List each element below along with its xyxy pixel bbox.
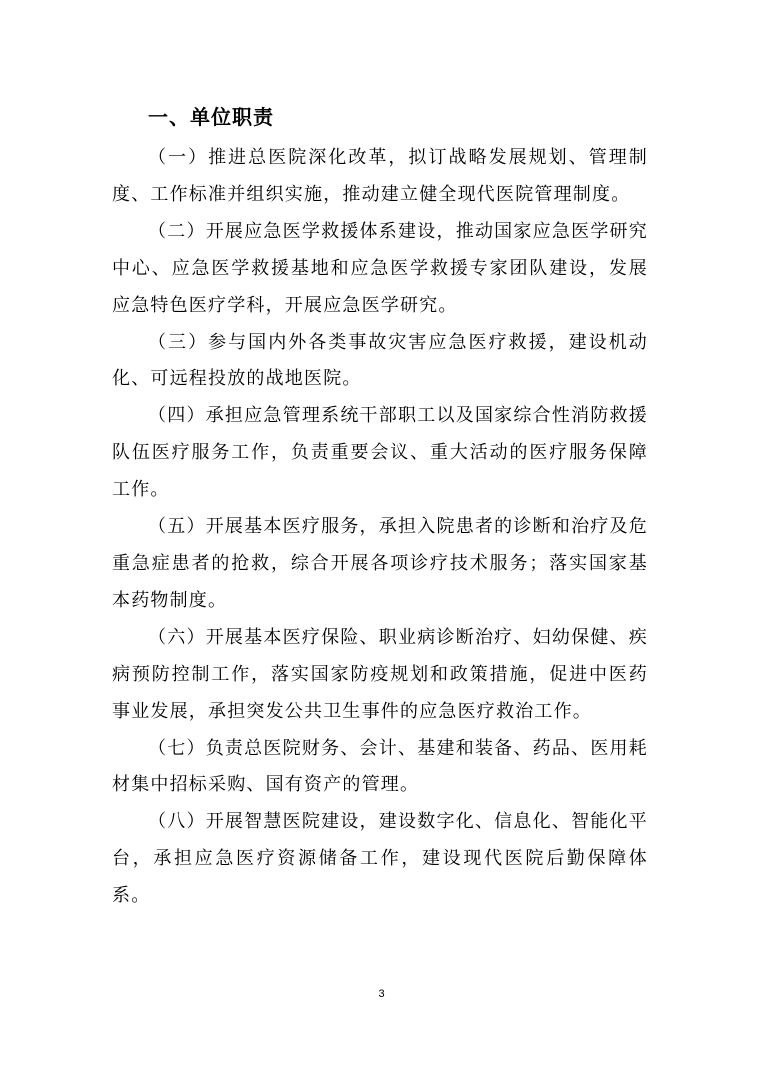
section-heading: 一、单位职责	[148, 105, 274, 129]
paragraph-3: （三）参与国内外各类事故灾害应急医疗救援，建设机动化、可远程投放的战地医院。	[112, 331, 648, 390]
paragraph-7: （七）负责总医院财务、会计、基建和装备、药品、医用耗材集中招标采购、国有资产的管理。	[112, 737, 648, 796]
paragraph-8: （八）开展智慧医院建设，建设数字化、信息化、智能化平台，承担应急医疗资源储备工作，建设现代医院后勤保障体系。	[112, 811, 648, 907]
paragraph-2: （二）开展应急医学救援体系建设，推动国家应急医学研究中心、应急医学救援基地和应急医学救援专家团队建设，发展应急特色医疗学科，开展应急医学研究。	[112, 220, 648, 316]
paragraph-4: （四）承担应急管理系统干部职工以及国家综合性消防救援队伍医疗服务工作，负责重要会议、重大活动的医疗服务保障工作。	[112, 405, 648, 501]
paragraph-1: （一）推进总医院深化改革，拟订战略发展规划、管理制度、工作标准并组织实施，推动建立健全现代医院管理制度。	[112, 147, 648, 205]
body-text	[112, 140, 648, 915]
paragraph-6: （六）开展基本医疗保险、职业病诊断治疗、妇幼保健、疾病预防控制工作，落实国家防疫规划和政策措施，促进中医药事业发展，承担突发公共卫生事件的应急医疗救治工作。	[112, 626, 648, 722]
page-number: 3	[378, 988, 385, 1000]
paragraph-5: （五）开展基本医疗服务，承担入院患者的诊断和治疗及危重急症患者的抢救，综合开展各项诊疗技术服务；落实国家基本药物制度。	[112, 516, 648, 611]
